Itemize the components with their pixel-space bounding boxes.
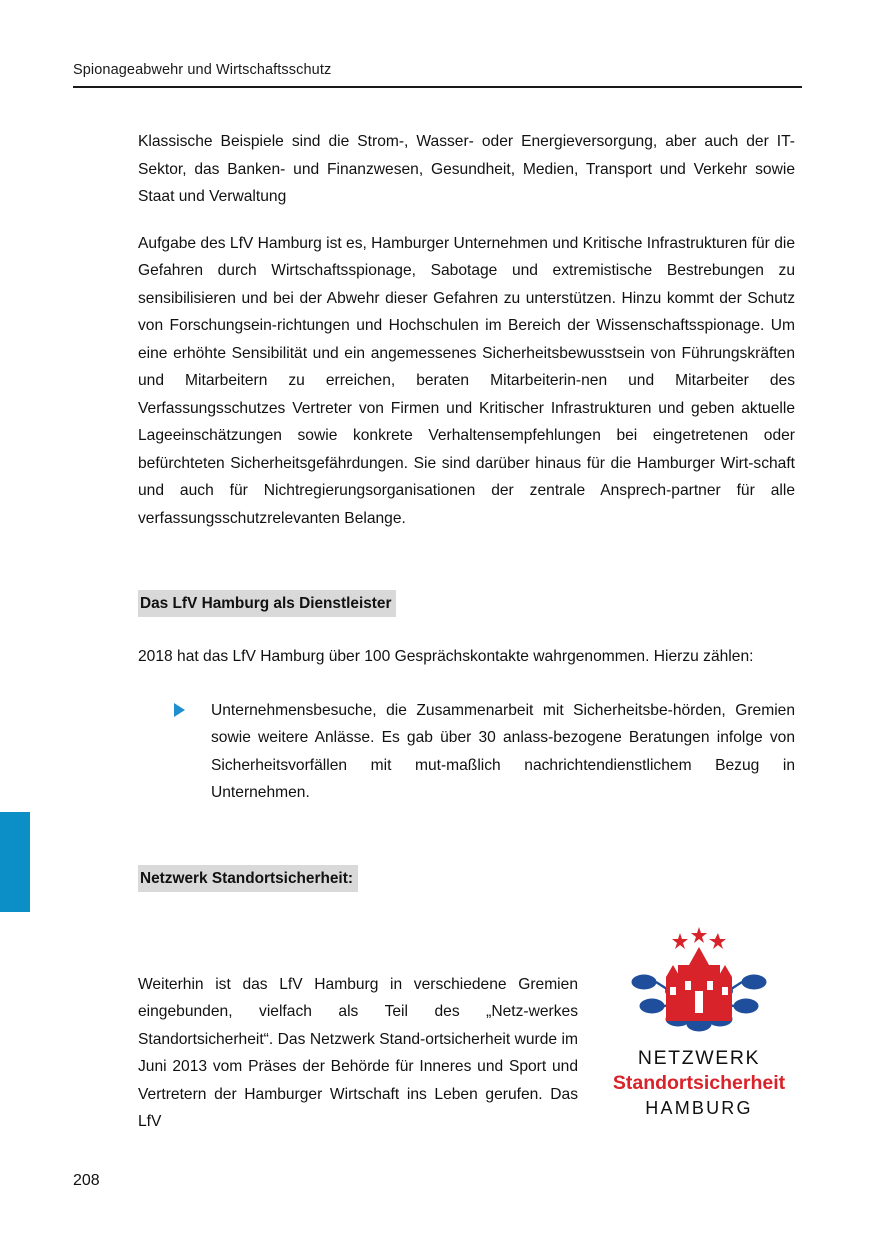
logo-line-standortsicherheit: Standortsicherheit: [612, 1072, 786, 1094]
paragraph-3: 2018 hat das LfV Hamburg über 100 Gesprächskontakte wahrgenommen. Hierzu zählen:: [138, 648, 754, 665]
margin-color-tab: [0, 812, 30, 912]
subheading-dienstleister-wrap: [138, 590, 795, 617]
subheading-dienstleister: Das LfV Hamburg als Dienstleister: [138, 590, 396, 617]
subheading-netzwerk-wrap: [138, 865, 795, 892]
paragraph-4: Weiterhin ist das LfV Hamburg in verschiedene Gremien eingebunden, vielfach als Teil des „Netz-werkes Standortsicherheit“. Das Netzwerk Stand-ortsicherheit wurde im Juni 2013 vom Präses der Behörde für Inneres und Sport und Vertretern der Hamburger Wirtschaft ins Leben gerufen. Das LfV: [138, 975, 578, 1131]
subheading-netzwerk: Netzwerk Standortsicherheit:: [138, 865, 358, 892]
paragraph-1: Klassische Beispiele sind die Strom-, Wasser- oder Energieversorgung, aber auch der IT-Sektor, das Banken- und Finanzwesen, Gesundheit, Medien, Transport und Verkehr sowie Staat und Verwaltung: [138, 133, 795, 205]
paragraph-2: Aufgabe des LfV Hamburg ist es, Hamburger Unternehmen und Kritische Infrastrukturen für die Gefahren durch Wirtschaftsspionage, Sabotage und extremistische Bestrebungen zu sensibilisieren und bei der Abwehr dieser Gefahren zu unterstützen. Hinzu kommt der Schutz von Forschungsein-richtungen und Hochschulen im Bereich der Wissenschaftsspionage. Um eine erhöhte Sensibilität und ein angemessenes Sicherheitsbewusstsein von Führungskräften und Mitarbeitern zu erreichen, beraten Mitarbeiterin-nen und Mitarbeiter des Verfassungsschutzes Vertreter von Firmen und Kritischer Infrastrukturen und geben aktuelle Lageeinschätzungen sowie konkrete Verhaltensempfehlungen bei eingetretenen oder befürchteten Sicherheitsgefährdungen. Sie sind darüber hinaus für die Hamburger Wirt-schaft und auch für Nichtregierungsorganisationen der zentrale Ansprech-partner für alle verfassungsschutzrelevanten Belange.: [138, 234, 796, 527]
triangle-bullet-icon: [174, 703, 185, 717]
logo-line-netzwerk: NETZWERK: [637, 1047, 761, 1069]
netzwerk-standortsicherheit-logo: [600, 925, 798, 1119]
page-number: 208: [73, 1172, 100, 1189]
running-head: Spionageabwehr und Wirtschaftsschutz: [73, 62, 332, 78]
logo-line-hamburg: HAMBURG: [645, 1098, 753, 1118]
header-divider: [73, 86, 802, 88]
bullet-list: [138, 697, 795, 807]
list-item: [138, 697, 795, 807]
main-text-column: [138, 128, 795, 892]
list-item-text: Unternehmensbesuche, die Zusammenarbeit mit Sicherheitsbe-hörden, Gremien sowie weitere Anlässe. Es gab über 30 anlass-bezogene Beratungen infolge von Sicherheitsvorfällen mit mut-maßlich nachrichtendienstlichem Bezug in Unternehmen.: [211, 701, 795, 801]
hamburg-castle-network-icon: [600, 925, 798, 1043]
